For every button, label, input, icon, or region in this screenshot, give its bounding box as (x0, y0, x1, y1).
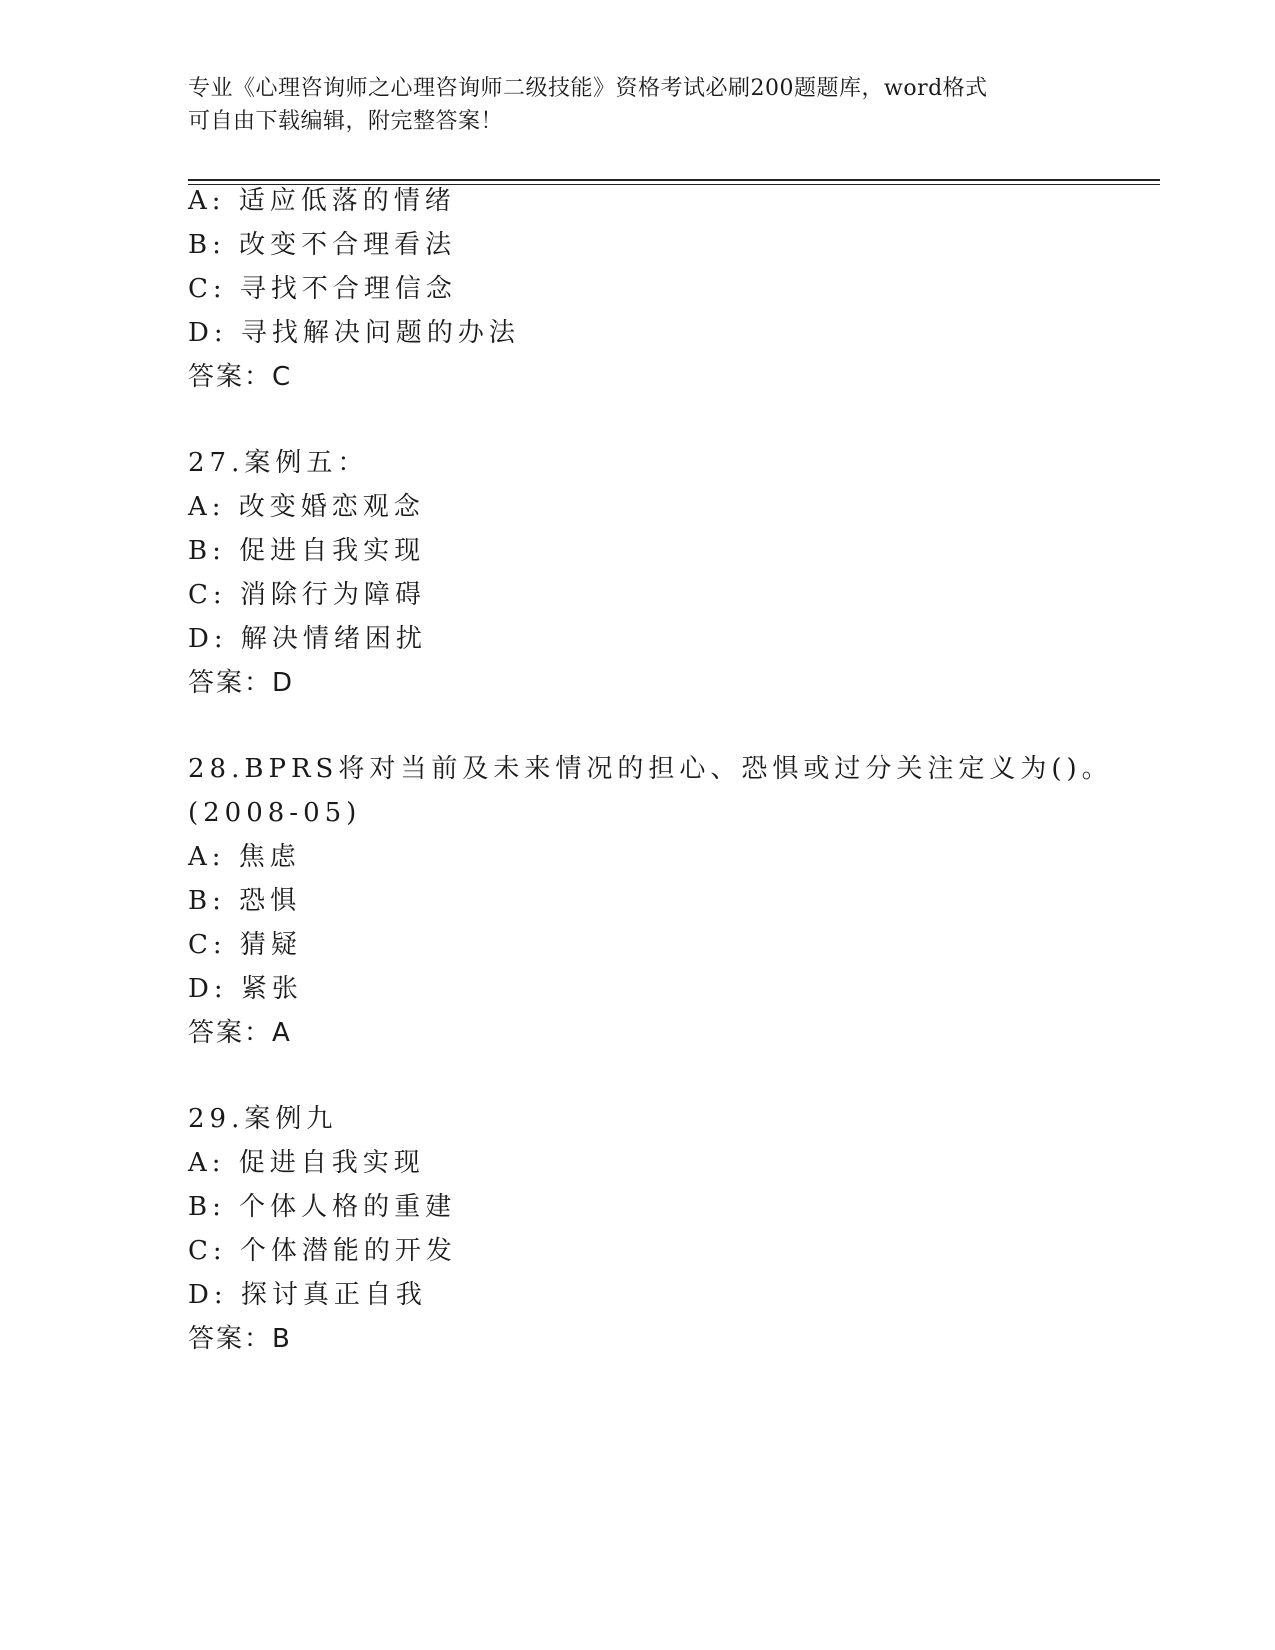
q29-answer: 答案：B (188, 1324, 292, 1354)
q28-answer: 答案：A (188, 1018, 292, 1048)
q27-answer: 答案：D (188, 668, 295, 698)
q27-option-d: D: 解决情绪困扰 (188, 624, 427, 654)
q28-question-continued: (2008-05) (188, 798, 362, 828)
q27-question: 27.案例五： (188, 448, 369, 478)
q26-answer: 答案：C (188, 362, 293, 392)
q26-option-c: C: 寻找不合理信念 (188, 274, 457, 304)
q28-option-b: B: 恐惧 (188, 886, 302, 916)
q28-option-a: A: 焦虑 (188, 842, 301, 872)
q29-option-c: C: 个体潜能的开发 (188, 1236, 457, 1266)
q27-option-a: A: 改变婚恋观念 (188, 492, 425, 522)
header-line-2: 可自由下载编辑，附完整答案！ (188, 109, 504, 134)
header-rule-thin (188, 184, 1160, 185)
q29-question: 29.案例九 (188, 1104, 338, 1134)
q27-option-c: C: 消除行为障碍 (188, 580, 426, 610)
q28-option-c: C: 猜疑 (188, 930, 302, 960)
document-header (188, 72, 1088, 138)
q26-option-a: A: 适应低落的情绪 (188, 186, 456, 216)
q29-option-a: A: 促进自我实现 (188, 1148, 425, 1178)
q27-option-b: B: 促进自我实现 (188, 536, 426, 566)
header-line-1: 专业《心理咨询师之心理咨询师二级技能》资格考试必刷200题题库，word格式 (188, 76, 988, 101)
q26-option-d: D: 寻找解决问题的办法 (188, 318, 520, 348)
q29-option-b: B: 个体人格的重建 (188, 1192, 457, 1222)
q29-option-d: D: 探讨真正自我 (188, 1280, 427, 1310)
q28-option-d: D: 紧张 (188, 974, 303, 1004)
q26-option-b: B: 改变不合理看法 (188, 230, 457, 260)
header-rule-thick (188, 179, 1160, 181)
q28-question: 28.BPRS将对当前及未来情况的担心、恐惧或过分关注定义为()。 (188, 754, 1113, 784)
